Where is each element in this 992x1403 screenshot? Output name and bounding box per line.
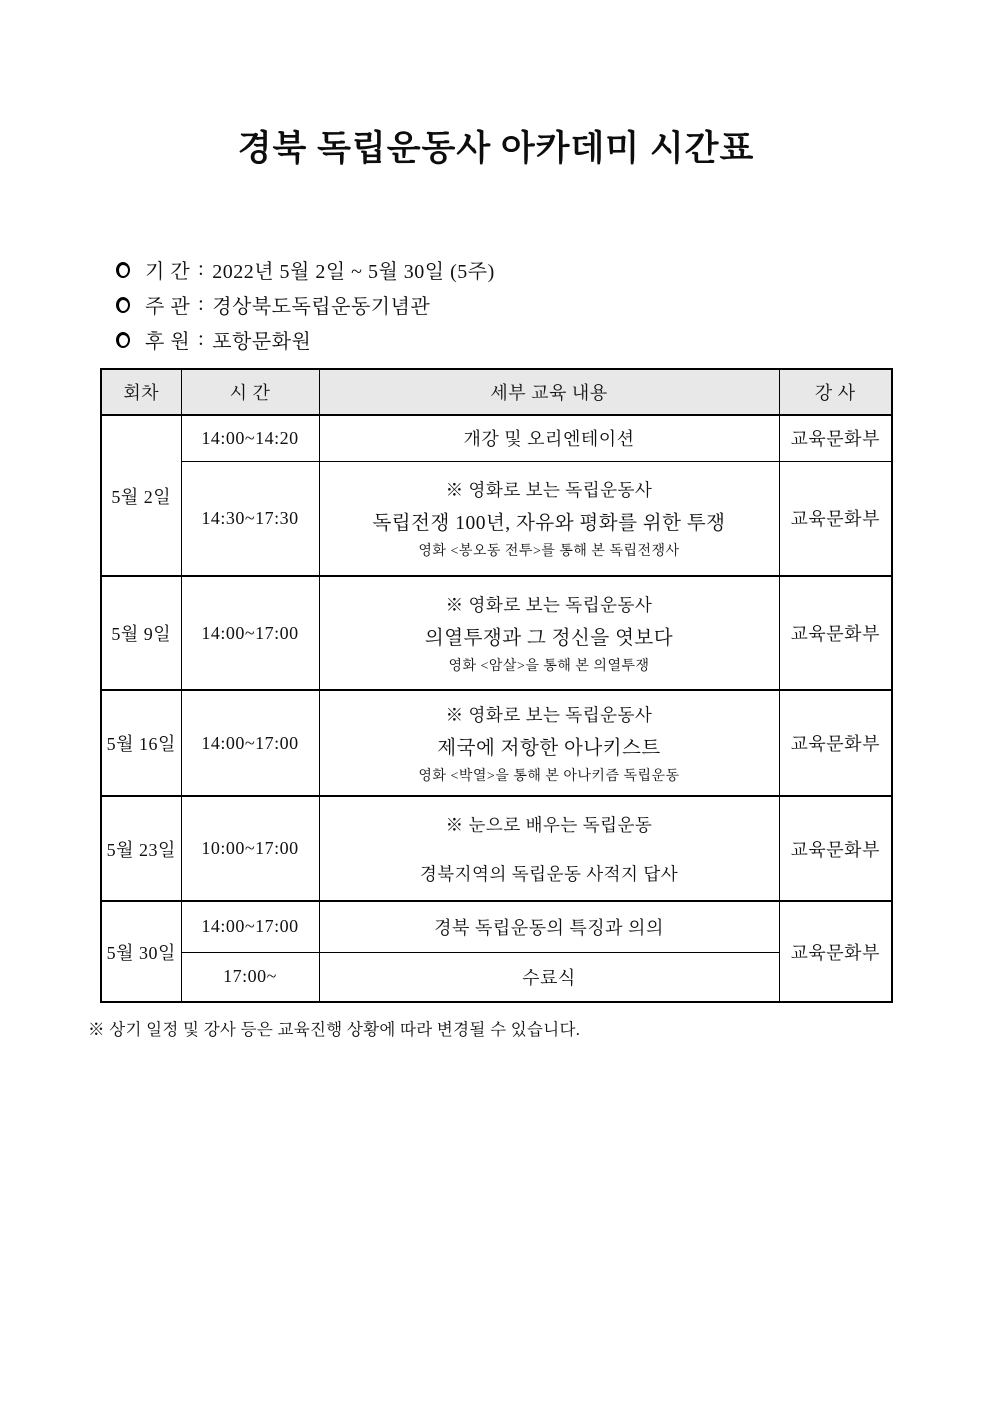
info-label: 후 원 [145, 331, 191, 353]
time-cell: 14:00~17:00 [181, 690, 319, 796]
circle-bullet-icon [116, 262, 130, 278]
instructor-cell: 교육문화부 [779, 415, 892, 461]
content-cell [319, 796, 779, 901]
table-row [101, 415, 892, 461]
header-time: 시 간 [181, 369, 319, 415]
info-colon: : [198, 328, 205, 350]
content-line: ※ 영화로 보는 독립운동사 [445, 704, 653, 725]
date-cell: 5월 2일 [101, 415, 181, 576]
info-colon: : [198, 293, 205, 315]
table-row [101, 796, 892, 901]
content-subline: 영화 <암살>을 통해 본 의열투쟁 [448, 658, 650, 674]
table-row [101, 576, 892, 690]
time-cell: 14:30~17:30 [181, 461, 319, 576]
info-value: 포항문화원 [212, 331, 312, 353]
table-row [101, 952, 892, 1002]
content-cell [319, 461, 779, 576]
header-content: 세부 교육 내용 [319, 369, 779, 415]
content-cell [319, 690, 779, 796]
content-cell: 개강 및 오리엔테이션 [319, 415, 779, 461]
instructor-cell: 교육문화부 [779, 576, 892, 690]
time-cell: 17:00~ [181, 952, 319, 1002]
table-row [101, 901, 892, 952]
content-line: 경북지역의 독립운동 사적지 답사 [419, 863, 679, 884]
time-cell: 14:00~14:20 [181, 415, 319, 461]
content-line: 제국에 저항한 아나키스트 [437, 737, 661, 759]
content-line: ※ 영화로 보는 독립운동사 [445, 479, 653, 500]
page-title: 경북 독립운동사 아카데미 시간표 [237, 129, 755, 168]
header-instructor: 강 사 [779, 369, 892, 415]
date-cell: 5월 16일 [101, 690, 181, 796]
info-label: 주 관 [145, 296, 191, 318]
instructor-cell: 교육문화부 [779, 690, 892, 796]
instructor-cell: 교육문화부 [779, 901, 892, 1002]
info-item-sponsor [116, 322, 495, 357]
content-subline: 영화 <박열>을 통해 본 아나키즘 독립운동 [418, 768, 680, 784]
info-colon: : [198, 258, 205, 280]
table-row [101, 690, 892, 796]
content-subline: 영화 <봉오동 전투>를 통해 본 독립전쟁사 [418, 543, 680, 559]
content-line: ※ 눈으로 배우는 독립운동 [445, 814, 653, 835]
table-header-row [101, 369, 892, 415]
info-item-organizer [116, 287, 495, 322]
info-item-period [116, 252, 495, 287]
content-cell: 경북 독립운동의 특징과 의의 [319, 901, 779, 952]
info-value: 경상북도독립운동기념관 [212, 296, 431, 318]
date-cell: 5월 9일 [101, 576, 181, 690]
instructor-cell: 교육문화부 [779, 796, 892, 901]
date-cell: 5월 23일 [101, 796, 181, 901]
circle-bullet-icon [116, 332, 130, 348]
time-cell: 14:00~17:00 [181, 901, 319, 952]
content-line: 독립전쟁 100년, 자유와 평화를 위한 투쟁 [372, 512, 726, 534]
footnote: ※ 상기 일정 및 강사 등은 교육진행 상황에 따라 변경될 수 있습니다. [88, 1020, 581, 1039]
schedule-table [100, 368, 893, 1003]
content-line: ※ 영화로 보는 독립운동사 [445, 594, 653, 615]
circle-bullet-icon [116, 297, 130, 313]
info-label: 기 간 [145, 261, 191, 283]
content-line: 의열투쟁과 그 정신을 엿보다 [424, 627, 674, 649]
table-row [101, 461, 892, 576]
date-cell: 5월 30일 [101, 901, 181, 1002]
instructor-cell: 교육문화부 [779, 461, 892, 576]
content-cell [319, 576, 779, 690]
time-cell: 10:00~17:00 [181, 796, 319, 901]
info-value: 2022년 5월 2일 ~ 5월 30일 (5주) [212, 261, 495, 283]
info-list [116, 252, 495, 357]
content-cell: 수료식 [319, 952, 779, 1002]
time-cell: 14:00~17:00 [181, 576, 319, 690]
header-round: 회차 [101, 369, 181, 415]
